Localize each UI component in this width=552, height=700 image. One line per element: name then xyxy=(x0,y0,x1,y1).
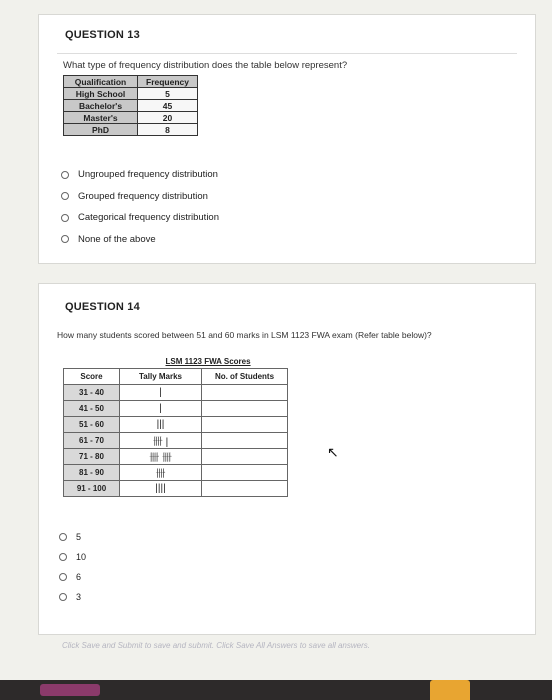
table-caption: LSM 1123 FWA Scores xyxy=(165,357,251,367)
table-row xyxy=(64,416,288,432)
table-cell: Bachelor's xyxy=(64,100,138,112)
table-cell: 5 xyxy=(138,88,198,100)
radio-button[interactable] xyxy=(59,533,67,541)
table-header-row xyxy=(64,368,288,384)
table-header: No. of Students xyxy=(202,368,288,384)
tally-cell: |||| xyxy=(120,480,202,496)
question-14-panel xyxy=(38,283,536,635)
table-cell: 8 xyxy=(138,124,198,136)
table-row xyxy=(64,400,288,416)
mouse-cursor-icon: ↖ xyxy=(327,444,339,460)
tally-cell: | xyxy=(120,384,202,400)
table-row xyxy=(64,100,198,112)
table-cell: 51 - 60 xyxy=(64,416,120,432)
table-row xyxy=(64,384,288,400)
tally-cell: | xyxy=(120,400,202,416)
option-item[interactable] xyxy=(59,547,86,567)
table-header: Qualification xyxy=(64,76,138,88)
table-cell xyxy=(202,480,288,496)
option-label: 10 xyxy=(76,552,87,562)
option-label: Categorical frequency distribution xyxy=(78,212,219,224)
option-item[interactable] xyxy=(61,229,219,251)
taskbar-item[interactable] xyxy=(430,680,470,700)
table-row xyxy=(64,480,288,496)
table-header: Frequency xyxy=(138,76,198,88)
table-cell: 31 - 40 xyxy=(64,384,120,400)
taskbar xyxy=(0,680,552,700)
table-caption-row xyxy=(64,356,288,368)
table-cell xyxy=(202,464,288,480)
save-instructions: Click Save and Submit to save and submit. Click Save All Answers to save all answers. xyxy=(62,641,370,650)
radio-button[interactable] xyxy=(59,573,67,581)
spacer xyxy=(64,356,120,368)
table-row xyxy=(64,124,198,136)
qualification-frequency-table xyxy=(63,75,198,136)
option-label: 3 xyxy=(76,592,82,602)
table-cell: Master's xyxy=(64,112,138,124)
question-14-prompt: How many students scored between 51 and 60 marks in LSM 1123 FWA exam (Refer table below)? xyxy=(57,330,432,340)
table-cell: 81 - 90 xyxy=(64,464,120,480)
table-row xyxy=(64,432,288,448)
table-row xyxy=(64,464,288,480)
table-header-row xyxy=(64,76,198,88)
table-cell: PhD xyxy=(64,124,138,136)
table-cell xyxy=(202,400,288,416)
question-13-options xyxy=(61,164,219,250)
option-label: 5 xyxy=(76,532,82,542)
question-13-panel xyxy=(38,14,536,264)
table-cell: High School xyxy=(64,88,138,100)
option-item[interactable] xyxy=(59,587,86,607)
radio-button[interactable] xyxy=(59,553,67,561)
table-cell xyxy=(202,432,288,448)
table-cell xyxy=(202,416,288,432)
option-label: Ungrouped frequency distribution xyxy=(78,169,218,181)
table-cell: 20 xyxy=(138,112,198,124)
score-tally-table xyxy=(63,356,288,497)
table-row xyxy=(64,448,288,464)
question-13-title: QUESTION 13 xyxy=(65,29,140,41)
table-header: Tally Marks xyxy=(120,368,202,384)
table-cell: 41 - 50 xyxy=(64,400,120,416)
option-label: None of the above xyxy=(78,233,156,245)
table-cell xyxy=(202,384,288,400)
option-label: Grouped frequency distribution xyxy=(78,190,208,202)
option-item[interactable] xyxy=(59,527,86,547)
table-cell: 71 - 80 xyxy=(64,448,120,464)
table-cell: 61 - 70 xyxy=(64,432,120,448)
question-14-options xyxy=(59,527,86,607)
question-14-title: QUESTION 14 xyxy=(65,301,140,313)
option-item[interactable] xyxy=(61,164,219,186)
radio-button[interactable] xyxy=(61,171,69,179)
option-item[interactable] xyxy=(61,186,219,208)
option-item[interactable] xyxy=(61,207,219,229)
table-row xyxy=(64,112,198,124)
option-label: 6 xyxy=(76,572,82,582)
radio-button[interactable] xyxy=(59,593,67,601)
radio-button[interactable] xyxy=(61,192,69,200)
divider xyxy=(57,53,517,54)
table-cell: 91 - 100 xyxy=(64,480,120,496)
option-item[interactable] xyxy=(59,567,86,587)
tally-cell: ||| xyxy=(120,416,202,432)
table-cell xyxy=(202,448,288,464)
table-header: Score xyxy=(64,368,120,384)
tally-cell: 卌 xyxy=(120,464,202,480)
taskbar-button[interactable] xyxy=(40,684,100,696)
tally-cell: 卌 | xyxy=(120,432,202,448)
radio-button[interactable] xyxy=(61,214,69,222)
tally-cell: 卌 卌 xyxy=(120,448,202,464)
radio-button[interactable] xyxy=(61,235,69,243)
question-13-prompt: What type of frequency distribution does the table below represent? xyxy=(63,60,348,71)
table-cell: 45 xyxy=(138,100,198,112)
table-row xyxy=(64,88,198,100)
